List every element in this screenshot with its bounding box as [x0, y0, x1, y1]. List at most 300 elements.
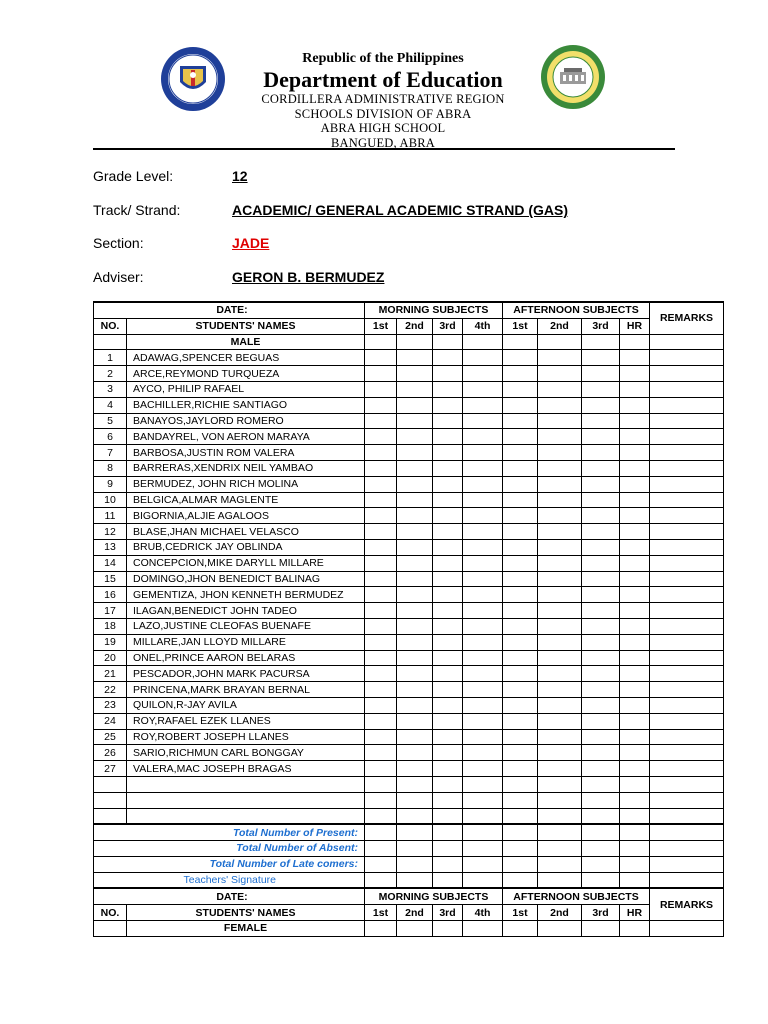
attendance-cell[interactable]: [463, 666, 503, 682]
attendance-cell[interactable]: [582, 445, 620, 461]
attendance-cell[interactable]: [620, 381, 650, 397]
attendance-cell[interactable]: [620, 508, 650, 524]
attendance-cell[interactable]: [365, 555, 397, 571]
attendance-cell[interactable]: [433, 603, 463, 619]
attendance-cell[interactable]: [503, 350, 538, 366]
attendance-cell[interactable]: [620, 460, 650, 476]
attendance-cell[interactable]: [620, 555, 650, 571]
attendance-cell[interactable]: [397, 492, 433, 508]
attendance-cell[interactable]: [397, 571, 433, 587]
attendance-cell[interactable]: [397, 666, 433, 682]
attendance-cell[interactable]: [503, 650, 538, 666]
attendance-cell[interactable]: [397, 524, 433, 540]
attendance-cell[interactable]: [365, 381, 397, 397]
attendance-cell[interactable]: [365, 634, 397, 650]
attendance-cell[interactable]: [433, 697, 463, 713]
remarks-cell[interactable]: [650, 856, 724, 872]
attendance-cell[interactable]: [463, 618, 503, 634]
attendance-cell[interactable]: [620, 524, 650, 540]
attendance-cell[interactable]: [365, 603, 397, 619]
attendance-cell[interactable]: [433, 524, 463, 540]
attendance-cell[interactable]: [503, 682, 538, 698]
attendance-cell[interactable]: [582, 429, 620, 445]
attendance-cell[interactable]: [620, 824, 650, 840]
attendance-cell[interactable]: [582, 776, 620, 792]
student-name[interactable]: [127, 808, 365, 824]
attendance-cell[interactable]: [620, 587, 650, 603]
remarks-cell[interactable]: [650, 429, 724, 445]
attendance-cell[interactable]: [365, 524, 397, 540]
attendance-cell[interactable]: [463, 713, 503, 729]
attendance-cell[interactable]: [365, 476, 397, 492]
attendance-cell[interactable]: [433, 634, 463, 650]
attendance-cell[interactable]: [503, 555, 538, 571]
attendance-cell[interactable]: [582, 460, 620, 476]
attendance-cell[interactable]: [620, 539, 650, 555]
attendance-cell[interactable]: [538, 460, 582, 476]
attendance-cell[interactable]: [463, 508, 503, 524]
attendance-cell[interactable]: [620, 792, 650, 808]
attendance-cell[interactable]: [538, 381, 582, 397]
attendance-cell[interactable]: [503, 381, 538, 397]
attendance-cell[interactable]: [433, 476, 463, 492]
attendance-cell[interactable]: [503, 745, 538, 761]
attendance-cell[interactable]: [365, 729, 397, 745]
attendance-cell[interactable]: [620, 856, 650, 872]
attendance-cell[interactable]: [538, 650, 582, 666]
attendance-cell[interactable]: [463, 808, 503, 824]
remarks-cell[interactable]: [650, 587, 724, 603]
attendance-cell[interactable]: [582, 413, 620, 429]
attendance-cell[interactable]: [503, 792, 538, 808]
attendance-cell[interactable]: [582, 841, 620, 857]
attendance-cell[interactable]: [620, 697, 650, 713]
attendance-cell[interactable]: [538, 713, 582, 729]
attendance-cell[interactable]: [582, 603, 620, 619]
signature-cell[interactable]: [650, 872, 724, 888]
attendance-cell[interactable]: [503, 761, 538, 777]
attendance-cell[interactable]: [538, 539, 582, 555]
attendance-cell[interactable]: [433, 682, 463, 698]
remarks-cell[interactable]: [650, 697, 724, 713]
remarks-cell[interactable]: [650, 841, 724, 857]
attendance-cell[interactable]: [503, 729, 538, 745]
attendance-cell[interactable]: [538, 445, 582, 461]
attendance-cell[interactable]: [463, 366, 503, 382]
attendance-cell[interactable]: [463, 697, 503, 713]
attendance-cell[interactable]: [582, 524, 620, 540]
attendance-cell[interactable]: [582, 650, 620, 666]
attendance-cell[interactable]: [582, 571, 620, 587]
attendance-cell[interactable]: [538, 841, 582, 857]
remarks-cell[interactable]: [650, 618, 724, 634]
attendance-cell[interactable]: [397, 603, 433, 619]
attendance-cell[interactable]: [365, 539, 397, 555]
attendance-cell[interactable]: [538, 618, 582, 634]
attendance-cell[interactable]: [582, 381, 620, 397]
attendance-cell[interactable]: [433, 776, 463, 792]
attendance-cell[interactable]: [582, 666, 620, 682]
attendance-cell[interactable]: [397, 539, 433, 555]
attendance-cell[interactable]: [433, 745, 463, 761]
attendance-cell[interactable]: [538, 492, 582, 508]
remarks-cell[interactable]: [650, 761, 724, 777]
attendance-cell[interactable]: [463, 524, 503, 540]
attendance-cell[interactable]: [503, 713, 538, 729]
attendance-cell[interactable]: [538, 776, 582, 792]
attendance-cell[interactable]: [503, 571, 538, 587]
remarks-cell[interactable]: [650, 729, 724, 745]
attendance-cell[interactable]: [463, 429, 503, 445]
attendance-cell[interactable]: [620, 397, 650, 413]
attendance-cell[interactable]: [582, 366, 620, 382]
attendance-cell[interactable]: [620, 761, 650, 777]
attendance-cell[interactable]: [582, 697, 620, 713]
attendance-cell[interactable]: [365, 650, 397, 666]
attendance-cell[interactable]: [582, 634, 620, 650]
attendance-cell[interactable]: [365, 792, 397, 808]
attendance-cell[interactable]: [397, 697, 433, 713]
attendance-cell[interactable]: [397, 776, 433, 792]
attendance-cell[interactable]: [503, 587, 538, 603]
signature-cell[interactable]: [503, 872, 538, 888]
attendance-cell[interactable]: [538, 729, 582, 745]
remarks-cell[interactable]: [650, 792, 724, 808]
attendance-cell[interactable]: [503, 508, 538, 524]
attendance-cell[interactable]: [365, 618, 397, 634]
attendance-cell[interactable]: [463, 413, 503, 429]
remarks-cell[interactable]: [650, 713, 724, 729]
attendance-cell[interactable]: [433, 587, 463, 603]
attendance-cell[interactable]: [433, 729, 463, 745]
attendance-cell[interactable]: [538, 587, 582, 603]
signature-cell[interactable]: [582, 872, 620, 888]
attendance-cell[interactable]: [538, 603, 582, 619]
attendance-cell[interactable]: [365, 776, 397, 792]
attendance-cell[interactable]: [538, 397, 582, 413]
attendance-cell[interactable]: [433, 397, 463, 413]
signature-cell[interactable]: [538, 872, 582, 888]
attendance-cell[interactable]: [582, 729, 620, 745]
attendance-cell[interactable]: [538, 745, 582, 761]
attendance-cell[interactable]: [397, 792, 433, 808]
attendance-cell[interactable]: [620, 776, 650, 792]
attendance-cell[interactable]: [538, 366, 582, 382]
attendance-cell[interactable]: [538, 429, 582, 445]
attendance-cell[interactable]: [620, 729, 650, 745]
attendance-cell[interactable]: [503, 776, 538, 792]
attendance-cell[interactable]: [538, 808, 582, 824]
attendance-cell[interactable]: [397, 808, 433, 824]
attendance-cell[interactable]: [503, 539, 538, 555]
remarks-cell[interactable]: [650, 634, 724, 650]
attendance-cell[interactable]: [433, 460, 463, 476]
attendance-cell[interactable]: [463, 539, 503, 555]
attendance-cell[interactable]: [463, 381, 503, 397]
attendance-cell[interactable]: [397, 366, 433, 382]
attendance-cell[interactable]: [503, 666, 538, 682]
signature-cell[interactable]: [620, 872, 650, 888]
attendance-cell[interactable]: [397, 650, 433, 666]
attendance-cell[interactable]: [582, 492, 620, 508]
attendance-cell[interactable]: [582, 713, 620, 729]
attendance-cell[interactable]: [463, 729, 503, 745]
attendance-cell[interactable]: [365, 508, 397, 524]
attendance-cell[interactable]: [365, 492, 397, 508]
attendance-cell[interactable]: [620, 634, 650, 650]
attendance-cell[interactable]: [463, 650, 503, 666]
attendance-cell[interactable]: [620, 650, 650, 666]
attendance-cell[interactable]: [620, 492, 650, 508]
attendance-cell[interactable]: [463, 776, 503, 792]
remarks-cell[interactable]: [650, 555, 724, 571]
attendance-cell[interactable]: [463, 761, 503, 777]
attendance-cell[interactable]: [365, 841, 397, 857]
attendance-cell[interactable]: [503, 413, 538, 429]
attendance-cell[interactable]: [582, 508, 620, 524]
attendance-cell[interactable]: [365, 808, 397, 824]
attendance-cell[interactable]: [503, 824, 538, 840]
attendance-cell[interactable]: [397, 555, 433, 571]
attendance-cell[interactable]: [503, 492, 538, 508]
remarks-cell[interactable]: [650, 808, 724, 824]
attendance-cell[interactable]: [397, 587, 433, 603]
attendance-cell[interactable]: [365, 571, 397, 587]
signature-cell[interactable]: [433, 872, 463, 888]
attendance-cell[interactable]: [365, 824, 397, 840]
attendance-cell[interactable]: [365, 460, 397, 476]
attendance-cell[interactable]: [463, 841, 503, 857]
attendance-cell[interactable]: [365, 745, 397, 761]
attendance-cell[interactable]: [365, 587, 397, 603]
attendance-cell[interactable]: [538, 682, 582, 698]
attendance-cell[interactable]: [538, 555, 582, 571]
attendance-cell[interactable]: [503, 618, 538, 634]
remarks-cell[interactable]: [650, 603, 724, 619]
remarks-cell[interactable]: [650, 539, 724, 555]
attendance-cell[interactable]: [620, 571, 650, 587]
remarks-cell[interactable]: [650, 413, 724, 429]
remarks-cell[interactable]: [650, 650, 724, 666]
attendance-cell[interactable]: [582, 761, 620, 777]
attendance-cell[interactable]: [538, 524, 582, 540]
attendance-cell[interactable]: [620, 618, 650, 634]
attendance-cell[interactable]: [582, 397, 620, 413]
attendance-cell[interactable]: [538, 508, 582, 524]
attendance-cell[interactable]: [397, 445, 433, 461]
remarks-cell[interactable]: [650, 824, 724, 840]
attendance-cell[interactable]: [433, 381, 463, 397]
attendance-cell[interactable]: [433, 618, 463, 634]
attendance-cell[interactable]: [463, 603, 503, 619]
attendance-cell[interactable]: [463, 476, 503, 492]
attendance-cell[interactable]: [582, 824, 620, 840]
attendance-cell[interactable]: [365, 682, 397, 698]
attendance-cell[interactable]: [397, 729, 433, 745]
attendance-cell[interactable]: [582, 682, 620, 698]
remarks-cell[interactable]: [650, 445, 724, 461]
attendance-cell[interactable]: [620, 808, 650, 824]
remarks-cell[interactable]: [650, 381, 724, 397]
attendance-cell[interactable]: [503, 476, 538, 492]
attendance-cell[interactable]: [463, 555, 503, 571]
attendance-cell[interactable]: [365, 350, 397, 366]
attendance-cell[interactable]: [582, 618, 620, 634]
attendance-cell[interactable]: [503, 856, 538, 872]
attendance-cell[interactable]: [463, 824, 503, 840]
attendance-cell[interactable]: [463, 856, 503, 872]
attendance-cell[interactable]: [433, 761, 463, 777]
attendance-cell[interactable]: [582, 745, 620, 761]
attendance-cell[interactable]: [538, 792, 582, 808]
attendance-cell[interactable]: [582, 792, 620, 808]
attendance-cell[interactable]: [365, 366, 397, 382]
attendance-cell[interactable]: [365, 761, 397, 777]
attendance-cell[interactable]: [365, 666, 397, 682]
attendance-cell[interactable]: [538, 476, 582, 492]
attendance-cell[interactable]: [397, 381, 433, 397]
attendance-cell[interactable]: [433, 650, 463, 666]
attendance-cell[interactable]: [538, 634, 582, 650]
remarks-cell[interactable]: [650, 524, 724, 540]
attendance-cell[interactable]: [538, 697, 582, 713]
attendance-cell[interactable]: [538, 413, 582, 429]
student-name[interactable]: [127, 792, 365, 808]
attendance-cell[interactable]: [433, 492, 463, 508]
attendance-cell[interactable]: [620, 841, 650, 857]
attendance-cell[interactable]: [538, 571, 582, 587]
attendance-cell[interactable]: [433, 445, 463, 461]
attendance-cell[interactable]: [365, 445, 397, 461]
attendance-cell[interactable]: [620, 413, 650, 429]
signature-cell[interactable]: [463, 872, 503, 888]
attendance-cell[interactable]: [397, 429, 433, 445]
attendance-cell[interactable]: [463, 445, 503, 461]
attendance-cell[interactable]: [620, 682, 650, 698]
attendance-cell[interactable]: [433, 808, 463, 824]
attendance-cell[interactable]: [397, 856, 433, 872]
attendance-cell[interactable]: [463, 460, 503, 476]
remarks-cell[interactable]: [650, 397, 724, 413]
attendance-cell[interactable]: [582, 856, 620, 872]
attendance-cell[interactable]: [397, 841, 433, 857]
attendance-cell[interactable]: [463, 792, 503, 808]
attendance-cell[interactable]: [433, 413, 463, 429]
remarks-cell[interactable]: [650, 476, 724, 492]
attendance-cell[interactable]: [503, 397, 538, 413]
attendance-cell[interactable]: [433, 366, 463, 382]
attendance-cell[interactable]: [538, 666, 582, 682]
attendance-cell[interactable]: [433, 666, 463, 682]
attendance-cell[interactable]: [397, 745, 433, 761]
attendance-cell[interactable]: [503, 366, 538, 382]
attendance-cell[interactable]: [397, 350, 433, 366]
attendance-cell[interactable]: [538, 824, 582, 840]
attendance-cell[interactable]: [365, 856, 397, 872]
attendance-cell[interactable]: [503, 697, 538, 713]
attendance-cell[interactable]: [433, 555, 463, 571]
attendance-cell[interactable]: [620, 713, 650, 729]
attendance-cell[interactable]: [397, 618, 433, 634]
attendance-cell[interactable]: [463, 634, 503, 650]
remarks-cell[interactable]: [650, 776, 724, 792]
remarks-cell[interactable]: [650, 666, 724, 682]
attendance-cell[interactable]: [538, 761, 582, 777]
attendance-cell[interactable]: [620, 445, 650, 461]
attendance-cell[interactable]: [365, 713, 397, 729]
attendance-cell[interactable]: [503, 445, 538, 461]
attendance-cell[interactable]: [397, 682, 433, 698]
remarks-cell[interactable]: [650, 508, 724, 524]
remarks-cell[interactable]: [650, 571, 724, 587]
remarks-cell[interactable]: [650, 350, 724, 366]
attendance-cell[interactable]: [433, 841, 463, 857]
remarks-cell[interactable]: [650, 460, 724, 476]
attendance-cell[interactable]: [582, 476, 620, 492]
attendance-cell[interactable]: [620, 666, 650, 682]
attendance-cell[interactable]: [365, 697, 397, 713]
attendance-cell[interactable]: [433, 713, 463, 729]
attendance-cell[interactable]: [620, 350, 650, 366]
attendance-cell[interactable]: [433, 429, 463, 445]
attendance-cell[interactable]: [433, 571, 463, 587]
attendance-cell[interactable]: [620, 745, 650, 761]
signature-cell[interactable]: [397, 872, 433, 888]
remarks-cell[interactable]: [650, 682, 724, 698]
attendance-cell[interactable]: [365, 429, 397, 445]
attendance-cell[interactable]: [397, 761, 433, 777]
attendance-cell[interactable]: [463, 350, 503, 366]
attendance-cell[interactable]: [503, 634, 538, 650]
attendance-cell[interactable]: [620, 476, 650, 492]
attendance-cell[interactable]: [620, 429, 650, 445]
attendance-cell[interactable]: [433, 792, 463, 808]
attendance-cell[interactable]: [397, 397, 433, 413]
attendance-cell[interactable]: [620, 603, 650, 619]
attendance-cell[interactable]: [503, 524, 538, 540]
attendance-cell[interactable]: [503, 603, 538, 619]
attendance-cell[interactable]: [433, 350, 463, 366]
attendance-cell[interactable]: [503, 808, 538, 824]
attendance-cell[interactable]: [463, 745, 503, 761]
attendance-cell[interactable]: [503, 841, 538, 857]
attendance-cell[interactable]: [397, 508, 433, 524]
attendance-cell[interactable]: [538, 856, 582, 872]
attendance-cell[interactable]: [365, 397, 397, 413]
remarks-cell[interactable]: [650, 492, 724, 508]
attendance-cell[interactable]: [433, 539, 463, 555]
remarks-cell[interactable]: [650, 366, 724, 382]
attendance-cell[interactable]: [433, 856, 463, 872]
attendance-cell[interactable]: [397, 824, 433, 840]
attendance-cell[interactable]: [397, 634, 433, 650]
attendance-cell[interactable]: [433, 824, 463, 840]
attendance-cell[interactable]: [397, 413, 433, 429]
attendance-cell[interactable]: [538, 350, 582, 366]
attendance-cell[interactable]: [503, 429, 538, 445]
attendance-cell[interactable]: [582, 808, 620, 824]
attendance-cell[interactable]: [463, 587, 503, 603]
attendance-cell[interactable]: [582, 555, 620, 571]
student-name[interactable]: [127, 776, 365, 792]
attendance-cell[interactable]: [582, 587, 620, 603]
attendance-cell[interactable]: [582, 539, 620, 555]
attendance-cell[interactable]: [397, 713, 433, 729]
attendance-cell[interactable]: [397, 476, 433, 492]
attendance-cell[interactable]: [463, 492, 503, 508]
attendance-cell[interactable]: [365, 413, 397, 429]
attendance-cell[interactable]: [397, 460, 433, 476]
